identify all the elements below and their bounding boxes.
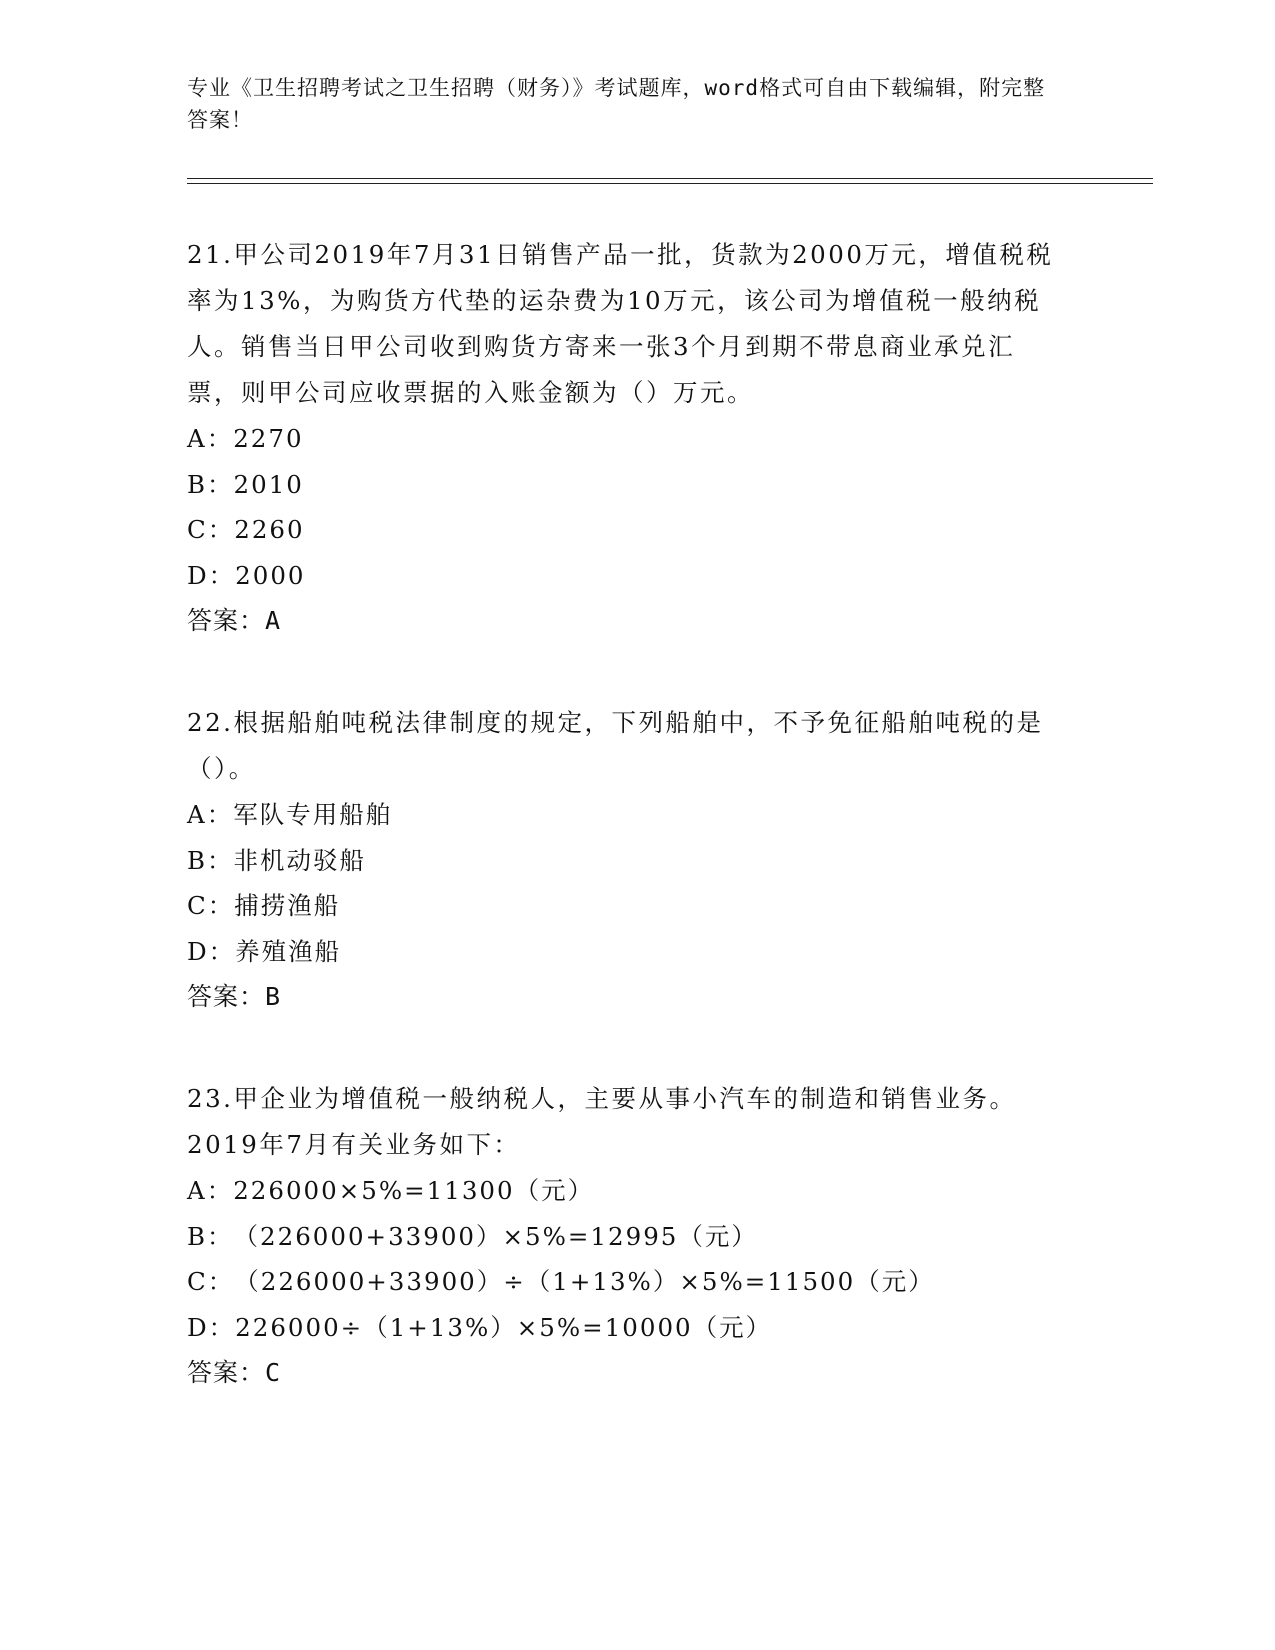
option-letter: D： <box>187 560 236 590</box>
option-letter: B： <box>187 469 234 499</box>
question-list <box>187 232 1067 1452</box>
option-text: 捕捞渔船 <box>234 891 341 920</box>
header-divider-bottom <box>187 183 1153 184</box>
option-text: 2010 <box>233 469 304 499</box>
option-letter: D： <box>187 936 236 966</box>
option-c <box>187 883 1067 929</box>
option-d <box>187 929 1067 975</box>
option-text: 军队专用船舶 <box>233 800 393 829</box>
option-text: 226000÷（1+13%）×5%=10000（元） <box>235 1312 773 1342</box>
question-21 <box>187 232 1067 644</box>
option-text: 2000 <box>235 560 306 590</box>
option-text: 226000×5%=11300（元） <box>233 1176 595 1205</box>
option-c <box>187 507 1067 553</box>
option-letter: A： <box>187 800 234 829</box>
option-text: （226000+33900）÷（1+13%）×5%=11500（元） <box>234 1267 935 1296</box>
question-stem: 22.根据船舶吨税法律制度的规定，下列船舶中，不予免征船舶吨税的是（）。 <box>187 708 1044 783</box>
option-letter: B： <box>187 1221 234 1251</box>
answer-line: 答案：B <box>187 982 282 1011</box>
option-letter: A： <box>187 424 234 453</box>
option-text: 非机动驳船 <box>233 845 367 875</box>
option-b <box>187 838 1067 884</box>
option-letter: C： <box>187 891 235 920</box>
question-stem: 23.甲企业为增值税一般纳税人，主要从事小汽车的制造和销售业务。2019年7月有关业务如下： <box>187 1084 1017 1159</box>
option-letter: C： <box>187 515 235 544</box>
option-text: （226000+33900）×5%=12995（元） <box>233 1221 758 1251</box>
option-text: 2260 <box>234 515 305 544</box>
option-c <box>187 1259 1067 1305</box>
option-a <box>187 1168 1067 1214</box>
option-letter: A： <box>187 1176 234 1205</box>
document-header: 专业《卫生招聘考试之卫生招聘（财务）》考试题库，word格式可自由下载编辑，附完整答案！ <box>187 76 1046 132</box>
option-b <box>187 462 1067 508</box>
option-text: 养殖渔船 <box>235 936 342 966</box>
option-letter: D： <box>187 1312 236 1342</box>
question-stem: 21.甲公司2019年7月31日销售产品一批，货款为2000万元，增值税税率为13%，为购货方代垫的运杂费为10万元，该公司为增值税一般纳税人。销售当日甲公司收到购货方寄来一张3个月到期不带息商业承兑汇票，则甲公司应收票据的入账金额为（）万元。 <box>187 240 1054 407</box>
option-a <box>187 416 1067 462</box>
answer-line: 答案：A <box>187 606 282 635</box>
option-d <box>187 553 1067 599</box>
option-text: 2270 <box>233 424 304 453</box>
answer-line: 答案：C <box>187 1358 282 1387</box>
header-divider-top <box>187 178 1153 179</box>
question-22 <box>187 700 1067 1020</box>
option-letter: B： <box>187 845 234 875</box>
option-letter: C： <box>187 1267 235 1296</box>
option-b <box>187 1214 1067 1260</box>
question-23 <box>187 1076 1067 1396</box>
option-a <box>187 792 1067 838</box>
option-d <box>187 1305 1067 1351</box>
